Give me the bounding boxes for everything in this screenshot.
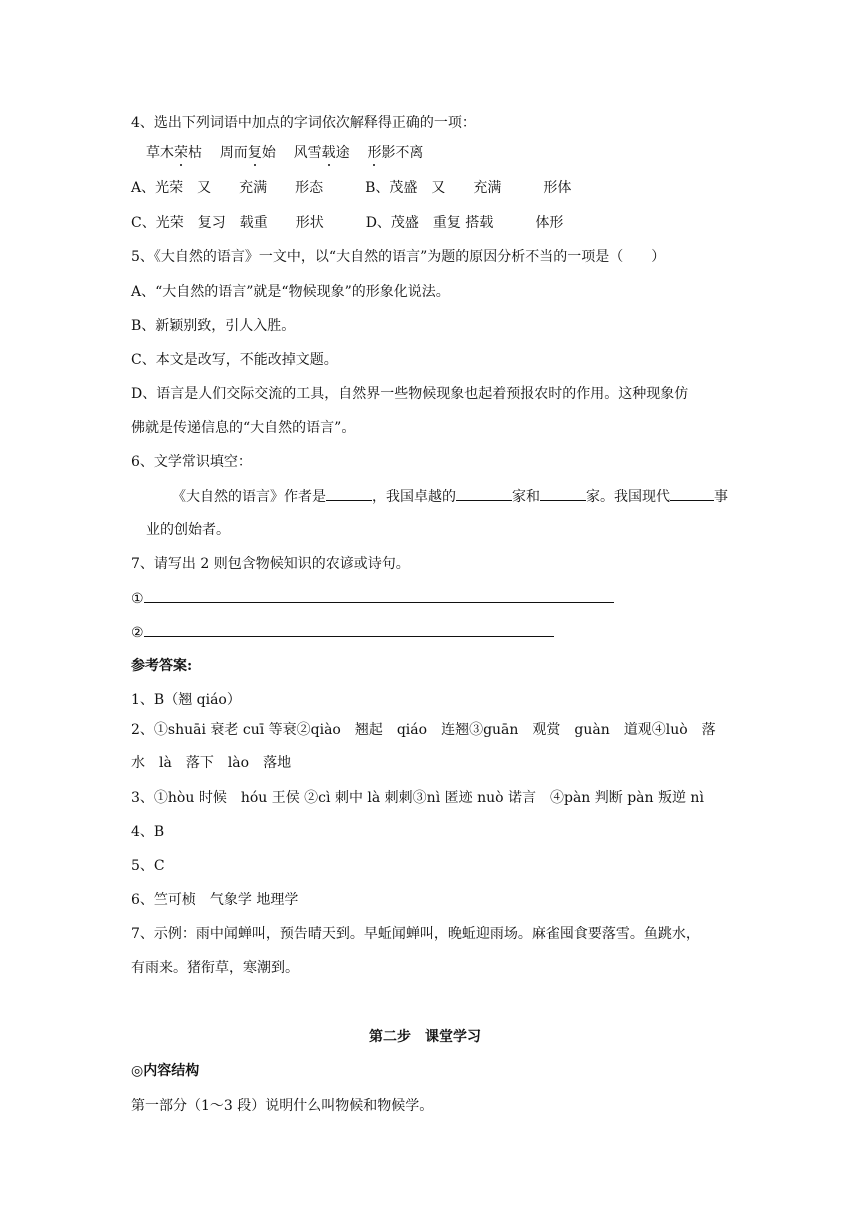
answer-7-line2: 有雨来。猪衔草，寒潮到。	[131, 960, 299, 976]
q5-option-d-line1: D、语言是人们交际交流的工具，自然界一些物候现象也起着预报农时的作用。这种现象仿	[131, 386, 689, 402]
part1-summary: 第一部分（1～3 段）说明什么叫物候和物候学。	[131, 1098, 434, 1114]
q5-option-b: B、新颖别致，引人入胜。	[131, 318, 296, 334]
q5-stem: 5、《大自然的语言》一文中，以“大自然的语言”为题的原因分析不当的一项是（ ）	[131, 249, 666, 265]
q4-stem: 4、选出下列词语中加点的字词依次解释得正确的一项：	[131, 115, 476, 131]
blank-field-2[interactable]	[540, 486, 586, 501]
q5-option-a: A、“大自然的语言”就是“物候现象”的形象化说法。	[131, 284, 450, 300]
answer-5: 5、C	[131, 858, 165, 874]
answer-2-line2: 水 là 落下 lào 落地	[131, 755, 292, 771]
answers-title: 参考答案:	[131, 658, 193, 674]
q5-option-c: C、本文是改写，不能改掉文题。	[131, 352, 338, 368]
word-3: 风雪载途	[293, 145, 350, 161]
answer-4: 4、B	[131, 824, 165, 840]
q7-stem: 7、请写出 2 则包含物候知识的农谚或诗句。	[131, 556, 410, 572]
answer-2-line1: 2、①shuāi 衰老 cuī 等衰②qiào 翘起 qiáo 连翘③guān 观赏 guàn 道观④luò 落	[131, 722, 716, 738]
answer-7-line1: 7、示例：雨中闻蝉叫，预告晴天到。早蚯闻蝉叫，晚蚯迎雨场。麻雀囤食要落雪。鱼跳水，	[131, 926, 700, 942]
answer-1: 1、B（翘 qiáo）	[131, 692, 241, 708]
q7-answer-2: ②	[131, 622, 554, 643]
word-4: 形影不离	[367, 145, 424, 161]
answer-line-1[interactable]	[144, 588, 614, 603]
blank-field-3[interactable]	[670, 486, 714, 501]
q5-option-d-line2: 佛就是传递信息的“大自然的语言”。	[131, 420, 356, 436]
blank-field-1[interactable]	[456, 486, 512, 501]
answer-3: 3、①hòu 时候 hóu 王侯 ②cì 刺中 là 刺刺③nì 匿迹 nuò 诺言 ④pàn 判断 pàn 叛逆 nì	[131, 790, 704, 806]
q4-option-a-b: A、光荣 又 充满 形态 B、茂盛 又 充满 形体	[131, 180, 572, 196]
word-2: 周而复始	[219, 145, 276, 161]
answer-6: 6、竺可桢 气象学 地理学	[131, 892, 299, 908]
q7-answer-1: ①	[131, 588, 614, 609]
q6-fill-line: 《大自然的语言》作者是 ，我国卓越的 家和 家。我国现代 事	[172, 486, 728, 507]
step2-heading: 第二步 课堂学习	[369, 1029, 481, 1045]
answer-line-2[interactable]	[144, 622, 554, 637]
q6-stem: 6、文学常识填空：	[131, 454, 252, 470]
blank-author[interactable]	[326, 486, 372, 501]
content-structure-heading: ◎内容结构	[131, 1063, 200, 1079]
word-1: 草木荣枯	[146, 145, 202, 161]
q4-option-c-d: C、光荣 复习 载重 形状 D、茂盛 重复 搭载 体形	[131, 215, 564, 231]
q6-line2: 业的创始者。	[146, 522, 230, 538]
q4-words	[146, 143, 423, 163]
